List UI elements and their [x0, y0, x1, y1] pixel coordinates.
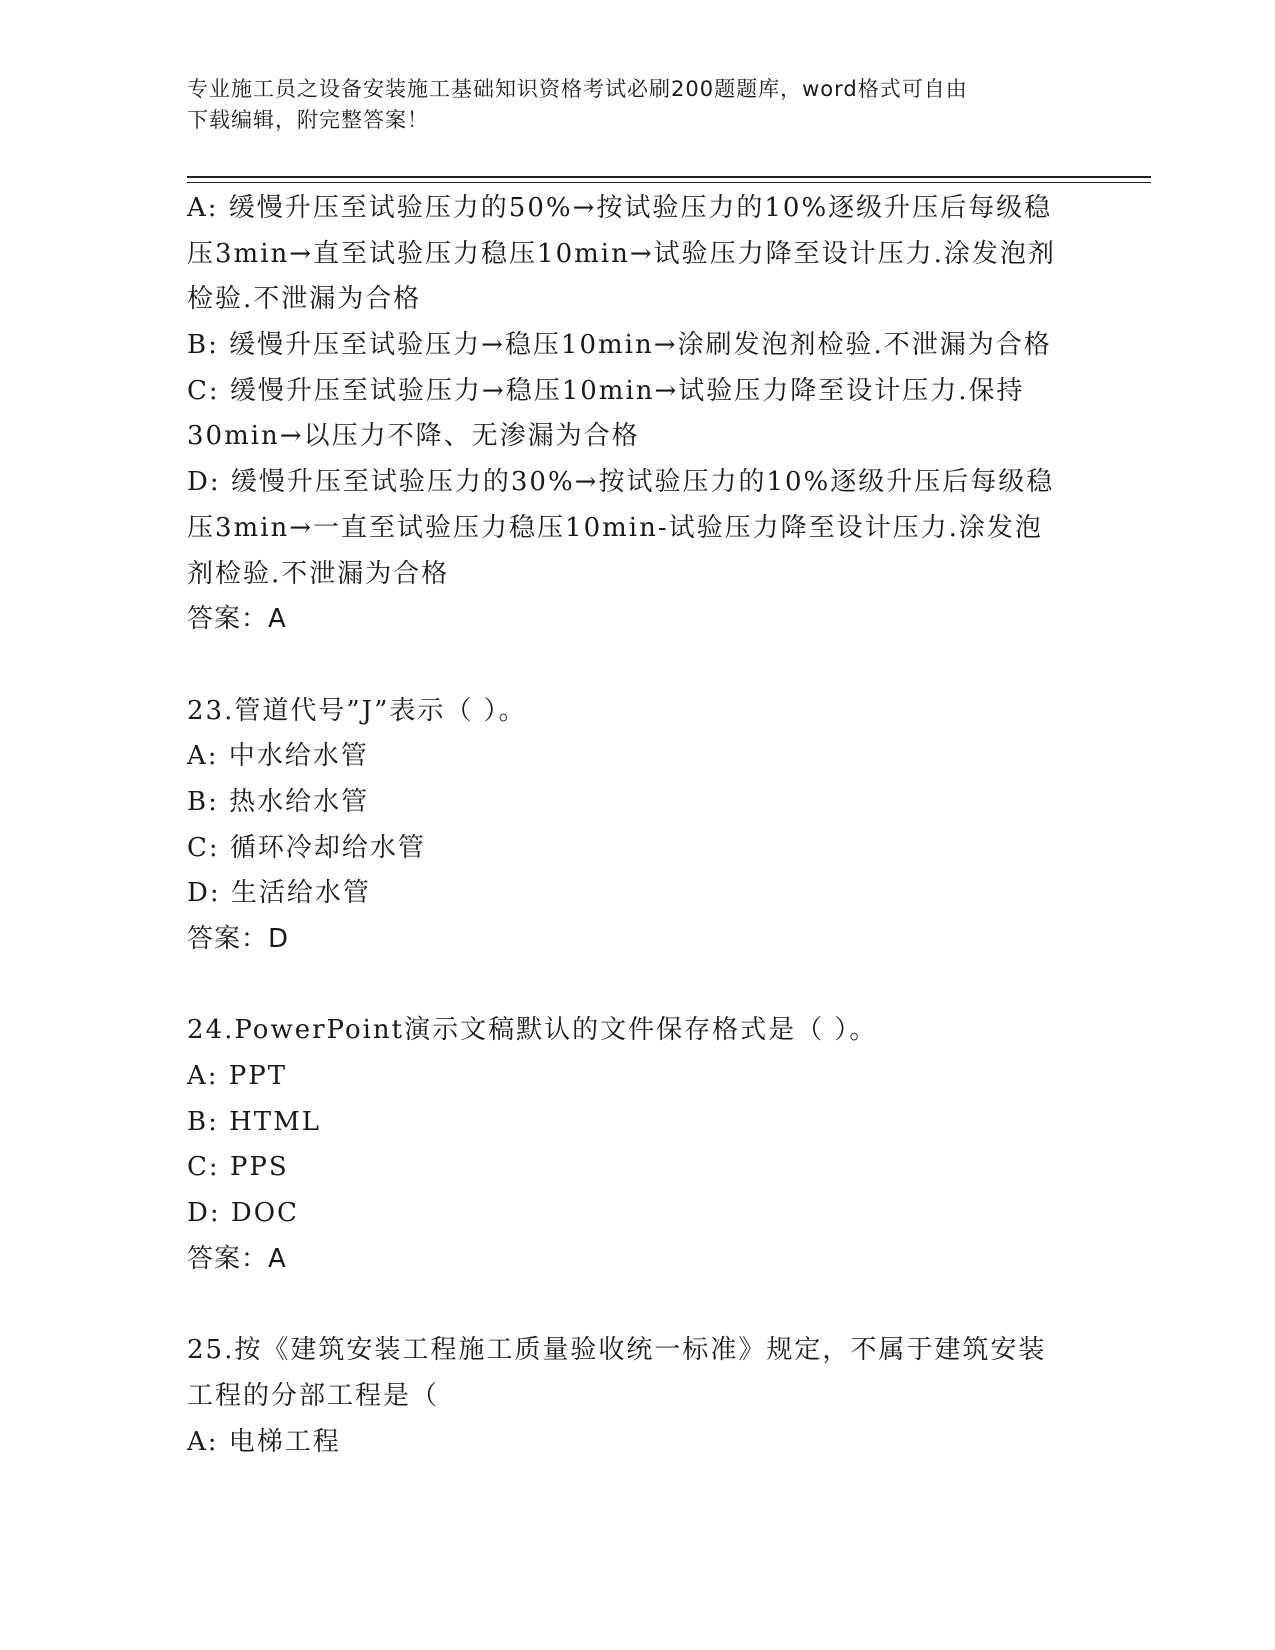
spacer [187, 1283, 1087, 1329]
q22-option-a-line-1: A: 缓慢升压至试验压力的50%→按试验压力的10%逐级升压后每级稳 [187, 193, 1053, 223]
spacer [187, 963, 1087, 1009]
q22-option-b: B: 缓慢升压至试验压力→稳压10min→涂刷发泡剂检验.不泄漏为合格 [187, 330, 1052, 361]
q23-option-a: A: 中水给水管 [187, 741, 369, 772]
question-22 [187, 186, 1087, 643]
spacer [187, 643, 1087, 689]
header-divider-thin [187, 182, 1151, 183]
q22-option-d-line-3: 剂检验.不泄漏为合格 [187, 558, 450, 589]
document-header [187, 74, 1077, 136]
q22-option-a-line-3: 检验.不泄漏为合格 [187, 284, 422, 315]
header-line-1: 专业施工员之设备安装施工基础知识资格考试必刷200题题库，word格式可自由 [187, 77, 968, 101]
q24-question: 24.PowerPoint演示文稿默认的文件保存格式是（ ）。 [187, 1015, 878, 1046]
q25-question-line-2: 工程的分部工程是（ [187, 1380, 440, 1411]
q25-option-a: A: 电梯工程 [187, 1426, 341, 1457]
q23-option-b: B: 热水给水管 [187, 786, 370, 817]
header-divider-thick [187, 176, 1151, 178]
q23-option-d: D: 生活给水管 [187, 878, 371, 909]
q22-option-c-line-2: 30min→以压力不降、无渗漏为合格 [187, 421, 640, 452]
question-24 [187, 1008, 1087, 1282]
q24-answer: 答案：A [187, 1243, 287, 1274]
header-line-2: 下载编辑，附完整答案！ [187, 108, 429, 132]
q22-option-d-line-2: 压3min→一直至试验压力稳压10min-试验压力降至设计压力.涂发泡 [187, 512, 1043, 543]
q25-question-line-1: 25.按《建筑安装工程施工质量验收统一标准》规定，不属于建筑安装 [187, 1335, 1047, 1366]
q22-option-d-line-1: D: 缓慢升压至试验压力的30%→按试验压力的10%逐级升压后每级稳 [187, 467, 1055, 498]
q23-option-c: C: 循环冷却给水管 [187, 832, 426, 863]
q22-option-c-line-1: C: 缓慢升压至试验压力→稳压10min→试验压力降至设计压力.保持 [187, 375, 1025, 406]
question-23 [187, 689, 1087, 963]
q23-question: 23.管道代号”J”表示（ ）。 [187, 695, 527, 726]
q22-answer: 答案：A [187, 604, 287, 635]
q24-option-b: B: HTML [187, 1106, 322, 1137]
q23-answer: 答案：D [187, 924, 290, 954]
q24-option-a: A: PPT [187, 1061, 288, 1092]
q24-option-c: C: PPS [187, 1152, 289, 1183]
q24-option-d: D: DOC [187, 1198, 299, 1229]
question-25 [187, 1328, 1087, 1465]
question-list [187, 186, 1087, 1465]
q22-option-a-line-2: 压3min→直至试验压力稳压10min→试验压力降至设计压力.涂发泡剂 [187, 238, 1056, 269]
